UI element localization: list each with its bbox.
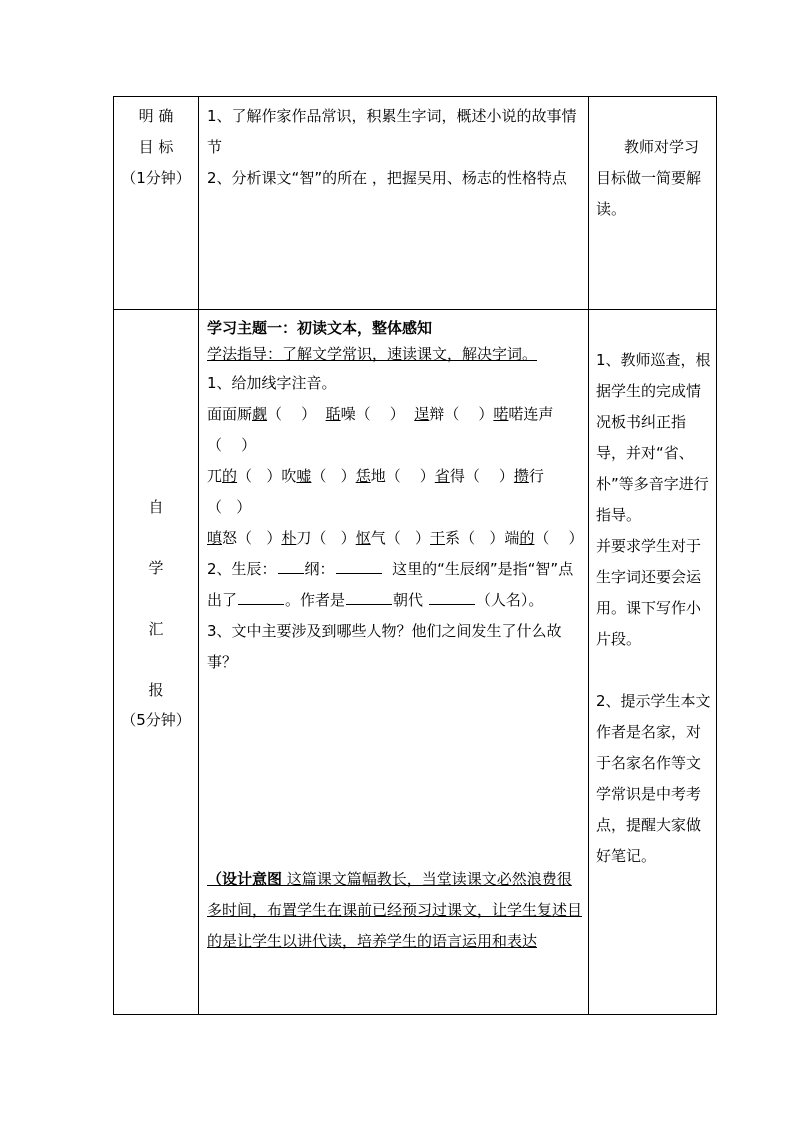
goals-label-time: （1分钟） [121,169,191,187]
goals-content-cell [199,97,589,310]
q1-title: 1、给加线字注音。 [207,374,337,392]
self-study-label-char-3: 汇 [148,620,164,638]
pinyin-line-3: 嗔怒（ ）朴刀（ ）怄气（ ）干系（ ）端的（ ） [207,529,584,547]
self-study-label-char-2: 学 [148,559,164,577]
method-guide: 学法指导：了解文学常识，速读课文，解决字词。 [207,345,538,363]
goals-label-line-1: 明 确 [138,107,174,125]
teacher-note-3: 2、提示学生本文作者是名家，对于名家名作等文学常识是中考考点，提醒大家做好笔记。 [596,692,711,865]
self-study-label-char-1: 自 [148,498,164,516]
blank-5[interactable] [429,586,475,605]
q2-line: 2、生辰： 纲： 这里的“生辰纲”是指“智”点出了 。作者是 朝代 （人名）。 [207,554,584,616]
theme-title: 学习主题一：初读文本，整体感知 [207,319,433,337]
goals-label-line-2: 目 标 [138,138,174,156]
pinyin-line-1: 面面厮觑（ ） 聒噪（ ） 逞辩（ ）喏喏连声（ ） [207,405,554,454]
pinyin-line-2: 兀的（ ）吹嘘（ ）恁地（ ）省得（ ）攒行（ ） [207,467,544,516]
blank-2[interactable] [336,555,382,574]
goals-teacher-cell [589,97,717,310]
q3-text: 3、文中主要涉及到哪些人物？他们之间发生了什么故事？ [207,622,562,671]
goal-item-2: 2、分析课文“智”的所在 ，把握吴用、杨志的性格特点 [207,169,567,187]
goals-label-cell [114,97,199,310]
design-intent: （设计意图 这篇课文篇幅教长，当堂读课文必然浪费很多时间，布置学生在课前已经预习过课文，让学生复述目的是让学生以讲代读，培养学生的语言运用和表达 [207,870,583,950]
goal-item-1: 1、了解作家作品常识，积累生字词，概述小说的故事情节 [207,107,577,156]
lesson-plan-table [113,96,717,1015]
blank-3[interactable] [238,586,284,605]
goals-row [114,97,717,310]
teacher-note-2: 并要求学生对于生字词还要会运用。课下写作小片段。 [596,537,702,648]
self-study-teacher-cell [589,310,717,1015]
goals-teacher-note: 教师对学习目标做一简要解读。 [596,138,702,218]
self-study-row [114,310,717,1015]
self-study-label-cell [114,310,199,1015]
teacher-note-1: 1、教师巡查，根据学生的完成情况板书纠正指导，并对“省、朴”等多音字进行指导。 [596,351,711,524]
self-study-content-cell [199,310,589,1015]
blank-1[interactable] [278,555,304,574]
self-study-label-time: （5分钟） [121,711,191,729]
blank-4[interactable] [346,586,392,605]
self-study-label-char-4: 报 [148,681,164,699]
